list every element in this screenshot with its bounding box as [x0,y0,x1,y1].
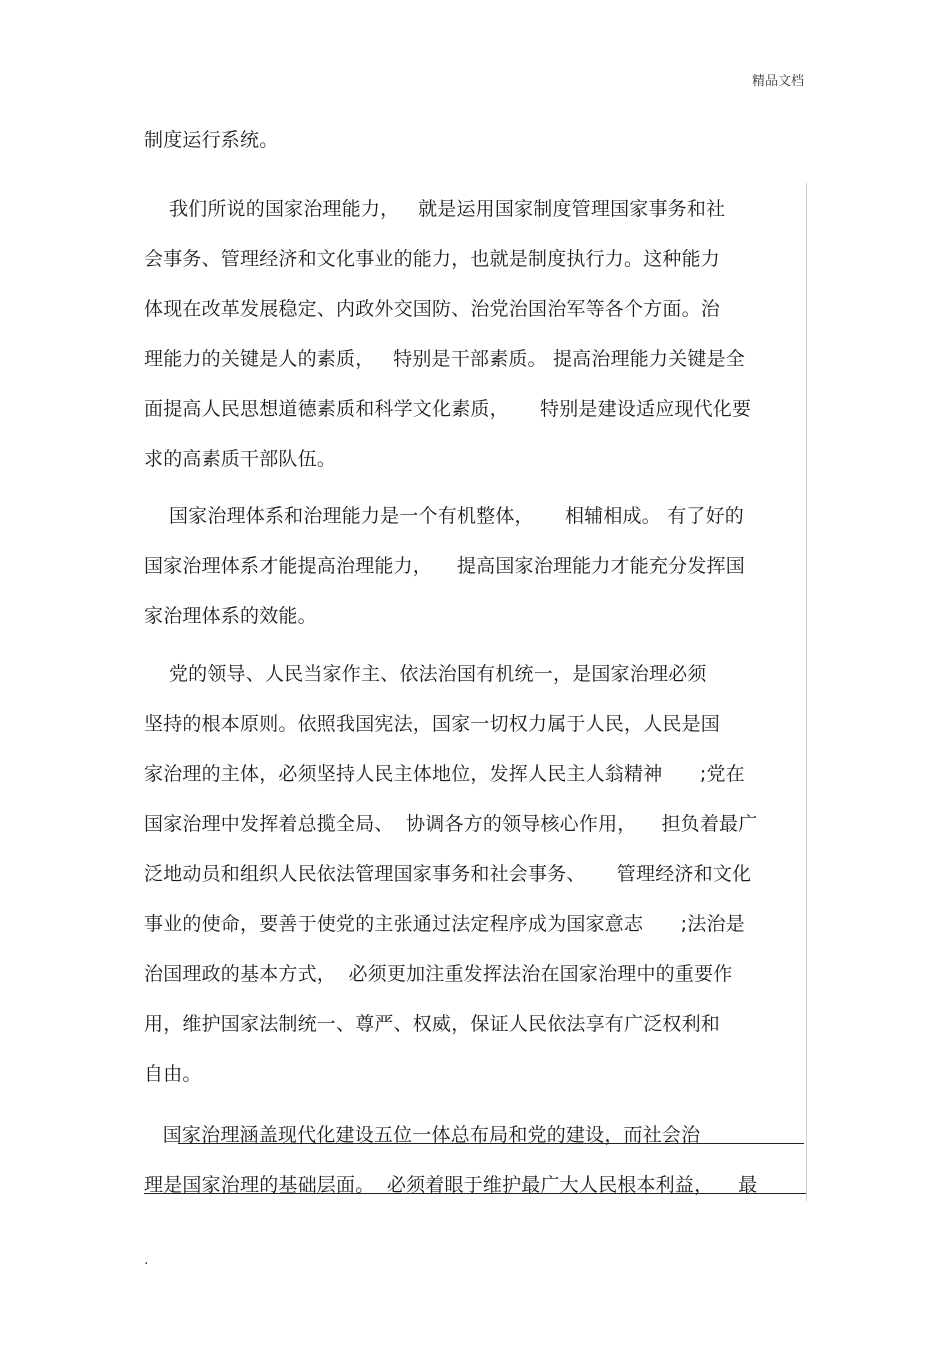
right-margin-rule [806,183,807,1201]
page-footer-dot: . [144,1252,149,1268]
text-underline [144,1193,806,1194]
paragraph-line: 治国理政的基本方式， 必须更加注重发挥法治在国家治理中的重要作 [144,963,733,985]
paragraph-line: 事业的使命，要善于使党的主张通过法定程序成为国家意志 ;法治是 [144,913,745,935]
paragraph-line: 家治理的主体，必须坚持人民主体地位，发挥人民主人翁精神 ;党在 [144,763,745,785]
paragraph-line: 理能力的关键是人的素质， 特别是干部素质。 提高治理能力关键是全 [144,348,745,370]
paragraph-line: 党的领导、人民当家作主、依法治国有机统一，是国家治理必须 [144,663,707,685]
paragraph-line: 泛地动员和组织人民依法管理国家事务和社会事务、 管理经济和文化 [144,863,752,885]
paragraph-line: 用，维护国家法制统一、尊严、权威，保证人民依法享有广泛权利和 [144,1013,721,1035]
paragraph-line: 求的高素质干部队伍。 [144,448,337,470]
paragraph-line: 我们所说的国家治理能力， 就是运用国家制度管理国家事务和社 [144,198,726,220]
paragraph-line-underlined: 理是国家治理的基础层面。 必须着眼于维护最广大人民根本利益， 最 [144,1174,758,1196]
paragraph-line: 国家治理体系和治理能力是一个有机整体， 相辅相成。 有了好的 [144,505,744,527]
page-header-mark: 精品文档 [752,74,805,89]
paragraph-line: 家治理体系的效能。 [144,605,317,627]
paragraph-line-underlined: 国家治理涵盖现代化建设五位一体总布局和党的建设，而社会治 [144,1124,701,1146]
text-underline [178,1143,804,1144]
paragraph-line: 国家治理体系才能提高治理能力， 提高国家治理能力才能充分发挥国 [144,555,745,577]
paragraph-line: 面提高人民思想道德素质和科学文化素质， 特别是建设适应现代化要 [144,398,752,420]
paragraph-line: 制度运行系统。 [144,129,279,151]
paragraph-line: 体现在改革发展稳定、内政外交国防、治党治国治军等各个方面。治 [144,298,721,320]
paragraph-line: 国家治理中发挥着总揽全局、 协调各方的领导核心作用， 担负着最广 [144,813,758,835]
paragraph-line: 自由。 [144,1063,202,1085]
paragraph-line: 会事务、管理经济和文化事业的能力，也就是制度执行力。这种能力 [144,248,721,270]
paragraph-line: 坚持的根本原则。依照我国宪法，国家一切权力属于人民，人民是国 [144,713,721,735]
